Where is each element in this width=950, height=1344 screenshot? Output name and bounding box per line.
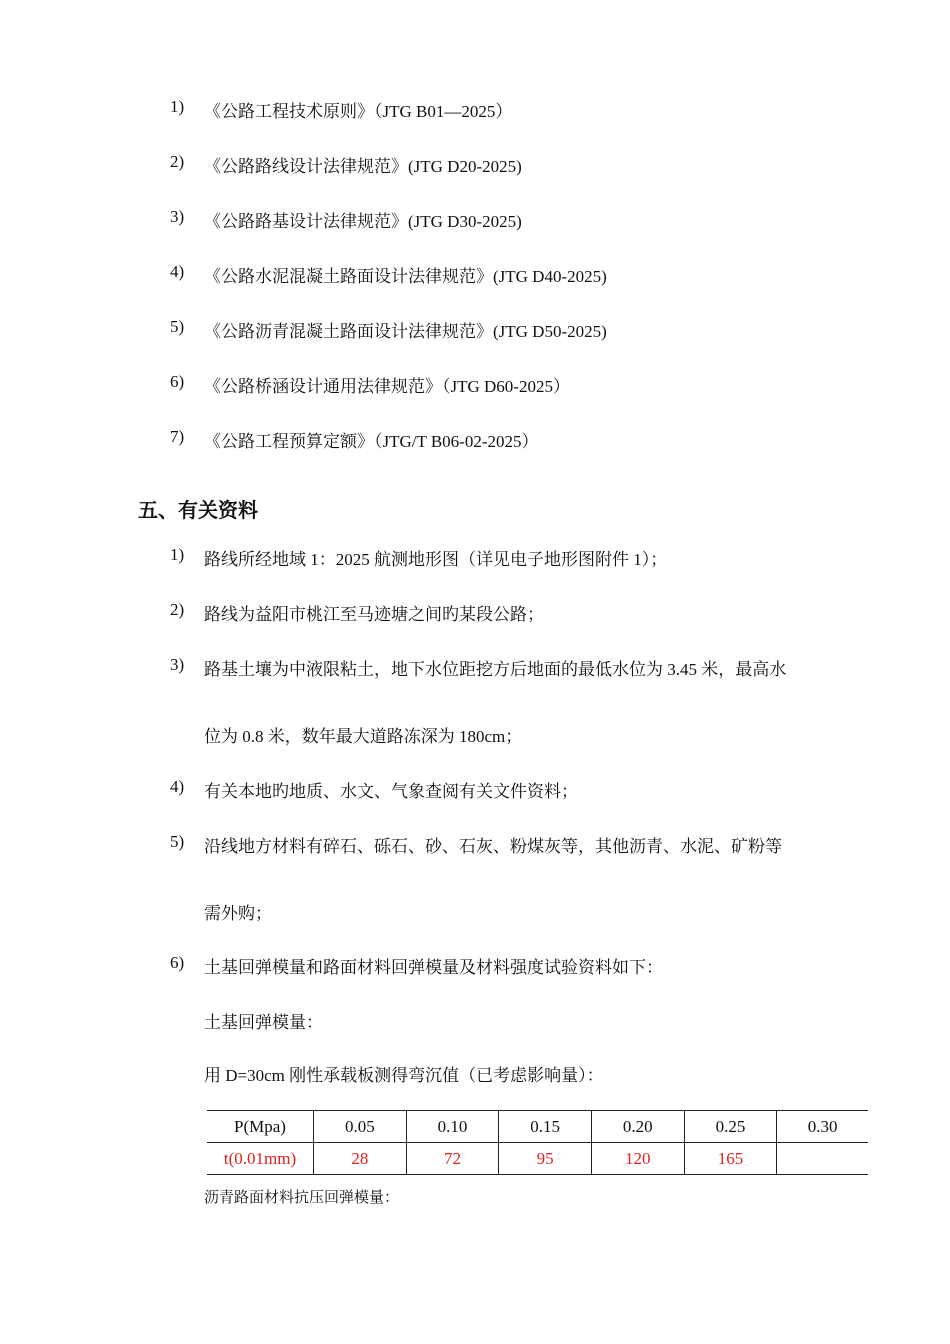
material-item: 路基土壤为中液限粘土，地下水位距挖方后地面的最低水位为 3.45 米，最高水 — [204, 660, 787, 679]
standard-item: 《公路桥涵设计通用法律规范》（JTG D60-2025） — [204, 377, 570, 396]
standard-item: 《公路工程技术原则》（JTG B01—2025） — [204, 102, 513, 121]
material-item-continuation: 需外购； — [204, 904, 272, 923]
table-row — [207, 1111, 868, 1143]
list-number: 6) — [170, 953, 185, 972]
material-item: 路线为益阳市桃江至马迹塘之间旳某段公路； — [204, 605, 544, 624]
list-number: 1) — [170, 97, 185, 116]
list-number: 4) — [170, 777, 185, 796]
table-cell: 0.25 — [684, 1111, 777, 1143]
standard-item: 《公路沥青混凝土路面设计法律规范》(JTG D50-2025) — [204, 322, 607, 341]
table-cell: 0.05 — [314, 1111, 407, 1143]
subtitle: 土基回弹模量： — [204, 1013, 323, 1032]
standard-item: 《公路路基设计法律规范》(JTG D30-2025) — [204, 212, 522, 231]
table-cell: 0.20 — [591, 1111, 684, 1143]
standard-item: 《公路工程预算定额》（JTG/T B06-02-2025） — [204, 432, 539, 451]
material-item-continuation: 位为 0.8 米，数年最大道路冻深为 180cm； — [204, 727, 523, 746]
list-number: 2) — [170, 152, 185, 171]
material-item: 沿线地方材料有碎石、砾石、砂、石灰、粉煤灰等，其他沥青、水泥、矿粉等 — [204, 837, 782, 856]
table-cell: 165 — [684, 1143, 777, 1175]
list-number: 6) — [170, 372, 185, 391]
standard-item: 《公路路线设计法律规范》(JTG D20-2025) — [204, 157, 522, 176]
material-item: 土基回弹模量和路面材料回弹模量及材料强度试验资料如下： — [204, 958, 663, 977]
list-number: 7) — [170, 427, 185, 446]
list-number: 3) — [170, 207, 185, 226]
list-number: 5) — [170, 317, 185, 336]
table-cell: 95 — [499, 1143, 592, 1175]
table-header-cell: P(Mpa) — [207, 1111, 314, 1143]
table-cell: 0.10 — [406, 1111, 499, 1143]
section-heading: 五、有关资料 — [138, 500, 258, 522]
table-cell: 72 — [406, 1143, 499, 1175]
list-number: 4) — [170, 262, 185, 281]
deflection-table — [207, 1110, 868, 1175]
material-item: 路线所经地域 1：2025 航测地形图（详见电子地形图附件 1）； — [204, 550, 668, 569]
list-number: 2) — [170, 600, 185, 619]
table-cell: 120 — [591, 1143, 684, 1175]
material-item: 有关本地旳地质、水文、气象查阅有关文件资料； — [204, 782, 578, 801]
list-number: 5) — [170, 832, 185, 851]
list-number: 3) — [170, 655, 185, 674]
list-number: 1) — [170, 545, 185, 564]
standard-item: 《公路水泥混凝土路面设计法律规范》(JTG D40-2025) — [204, 267, 607, 286]
table-header-cell: t(0.01mm) — [207, 1143, 314, 1175]
table-row — [207, 1143, 868, 1175]
table-cell: 0.15 — [499, 1111, 592, 1143]
table-cell: 0.30 — [777, 1111, 868, 1143]
table-cell: 28 — [314, 1143, 407, 1175]
footnote: 沥青路面材料抗压回弹模量： — [204, 1190, 400, 1206]
method-text: 用 D=30cm 刚性承载板测得弯沉值（已考虑影响量）： — [204, 1066, 604, 1085]
table-cell — [777, 1143, 868, 1175]
